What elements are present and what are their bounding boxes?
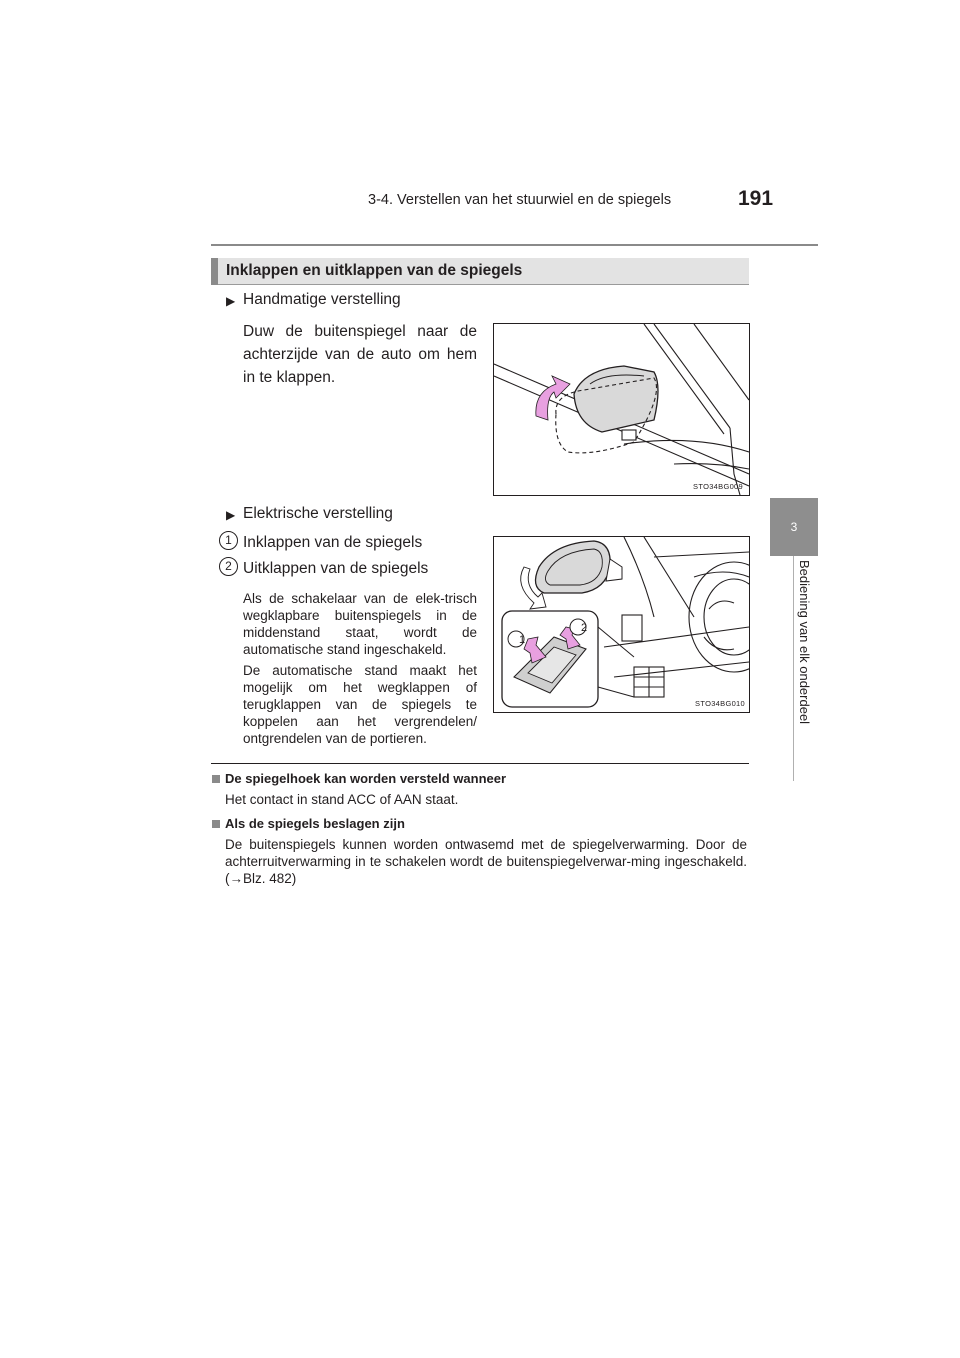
figure-manual-mirror bbox=[493, 323, 750, 496]
figure-label-2: 2 bbox=[581, 622, 588, 634]
electric-heading: Elektrische verstelling bbox=[243, 505, 393, 522]
triangle-bullet-icon: ▶ bbox=[226, 294, 236, 308]
note-title: De spiegelhoek kan worden versteld wanneer bbox=[225, 771, 507, 786]
manual-mirror-illustration bbox=[494, 324, 749, 495]
electric-switch-illustration bbox=[494, 537, 749, 712]
note-text: De buitenspiegels kunnen worden ontwasemd met de spiegelverwarming. Door de achterruitverwarming in te schakelen wordt de buitenspiegelverwar-ming ingeschakeld. (→Blz. 482) bbox=[225, 837, 747, 886]
square-bullet-icon bbox=[212, 820, 220, 828]
circled-number-icon: 2 bbox=[219, 557, 238, 576]
chapter-label: Bediening van elk onderdeel bbox=[797, 560, 812, 725]
auto-mode-note: Als de schakelaar van de elek-trisch wegklapbare buitenspiegels in de middenstand staat, wordt de automatische stand ingeschakeld. bbox=[243, 591, 477, 657]
triangle-bullet-icon: ▶ bbox=[226, 508, 236, 522]
note-text: Het contact in stand ACC of AAN staat. bbox=[225, 792, 459, 807]
figure-code: STO34BG010 bbox=[695, 699, 745, 708]
figure-label-1: 1 bbox=[519, 634, 526, 646]
step-1-text: Inklappen van de spiegels bbox=[243, 534, 423, 551]
figure-code: STO34BG009 bbox=[693, 482, 743, 491]
page-number: 191 bbox=[738, 187, 774, 210]
auto-mode-description: De automatische stand maakt het mogelijk om het wegklappen of terugklappen van de spiegels te koppelen aan het vergrendelen/ ontgrendelen van de portieren. bbox=[243, 663, 477, 746]
section-title: Inklappen en uitklappen van de spiegels bbox=[226, 262, 523, 279]
manual-text: Duw de buitenspiegel naar de achterzijde van de auto om hem in te klappen. bbox=[243, 323, 477, 386]
square-bullet-icon bbox=[212, 775, 220, 783]
figure-electric-switch bbox=[493, 536, 750, 713]
section-band-marker bbox=[211, 258, 218, 285]
circled-number-icon: 1 bbox=[219, 531, 238, 550]
step-2-text: Uitklappen van de spiegels bbox=[243, 560, 429, 577]
section-separator bbox=[211, 763, 749, 764]
header-rule bbox=[211, 244, 818, 246]
running-header: 3-4. Verstellen van het stuurwiel en de spiegels bbox=[368, 192, 672, 208]
chapter-number: 3 bbox=[790, 520, 798, 534]
manual-heading: Handmatige verstelling bbox=[243, 291, 401, 308]
note-title: Als de spiegels beslagen zijn bbox=[225, 816, 405, 831]
